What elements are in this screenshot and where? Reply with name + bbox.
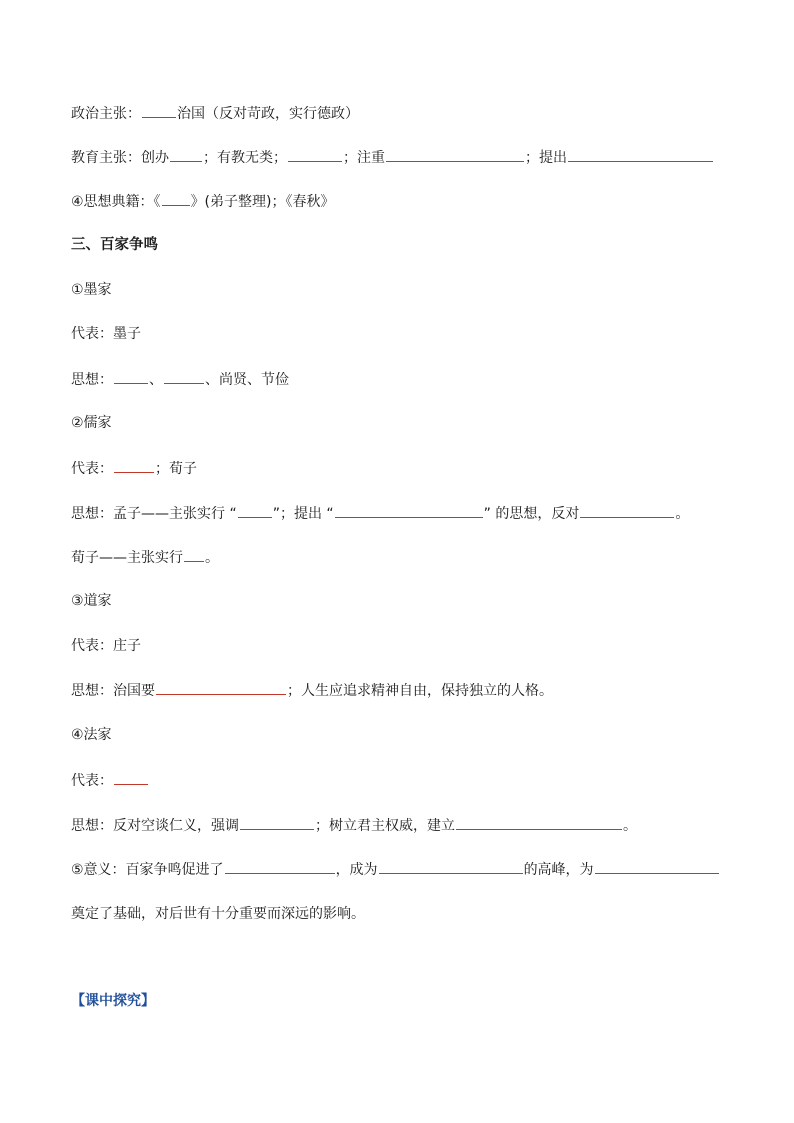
in-class-inquiry-heading — [71, 990, 155, 1012]
label-text: 荀子——主张实行 — [71, 550, 183, 566]
static-text: ；提出 — [525, 150, 567, 166]
label-text: ④思想典籍：《 — [71, 194, 161, 210]
static-text: ，成为 — [335, 862, 378, 878]
static-text: 、尚贤、节俭 — [205, 372, 289, 388]
blank-field[interactable] — [184, 546, 204, 562]
static-text: 代表：庄子 — [71, 638, 141, 654]
political-claim-line — [71, 102, 359, 124]
mohism-thought-line — [71, 368, 289, 390]
static-text: ；有教无类； — [203, 150, 287, 166]
section-tag-text: 【课中探究】 — [71, 993, 155, 1009]
static-text: 、 — [149, 372, 163, 388]
blank-field[interactable] — [114, 769, 148, 785]
blank-field[interactable] — [114, 457, 154, 473]
static-text: ”；提出 “ — [272, 506, 334, 522]
static-text: 。 — [623, 818, 637, 834]
label-text: 思想：孟子——主张实行 “ — [71, 506, 237, 522]
legalism-heading — [71, 724, 112, 746]
static-text: 代表：墨子 — [71, 326, 141, 342]
static-text: ” 的思想，反对 — [483, 506, 580, 522]
significance-line — [71, 858, 720, 880]
static-text: ；注重 — [343, 150, 385, 166]
blank-field[interactable] — [164, 368, 204, 384]
static-text: 的高峰，为 — [523, 862, 594, 878]
blank-field[interactable] — [386, 146, 524, 162]
static-text: 》(弟子整理)；《春秋》 — [190, 194, 335, 210]
label-text: 政治主张： — [71, 106, 141, 122]
blank-field[interactable] — [335, 502, 483, 518]
static-text: 。 — [205, 550, 219, 566]
confucianism-heading — [71, 412, 112, 434]
education-claim-line — [71, 146, 714, 168]
heading-text: 三、百家争鸣 — [71, 237, 158, 253]
static-text: ；荀子 — [155, 461, 197, 477]
label-text: 思想： — [71, 372, 113, 388]
static-text: 。 — [675, 506, 690, 522]
blank-field[interactable] — [288, 146, 342, 162]
static-text: 奠定了基础，对后世有十分重要而深远的影响。 — [71, 906, 365, 922]
subheading-text: ④法家 — [71, 727, 112, 743]
mohism-representative-line — [71, 323, 141, 345]
label-text: 思想：反对空谈仁义，强调 — [71, 818, 239, 834]
subheading-text: ③道家 — [71, 593, 112, 609]
blank-field[interactable] — [156, 679, 286, 695]
confucianism-thought-line — [71, 502, 689, 524]
label-text: 教育主张：创办 — [71, 150, 169, 166]
blank-field[interactable] — [568, 146, 713, 162]
confucianism-representative-line — [71, 457, 197, 479]
blank-field[interactable] — [240, 814, 314, 830]
static-text: ；树立君主权威，建立 — [315, 818, 455, 834]
mohism-heading — [71, 279, 112, 301]
static-text: 治国（反对苛政，实行德政） — [177, 106, 359, 122]
blank-field[interactable] — [114, 368, 148, 384]
xunzi-line — [71, 546, 219, 568]
legalism-representative-line — [71, 769, 149, 791]
subheading-text: ①墨家 — [71, 282, 112, 298]
blank-field[interactable] — [379, 858, 523, 874]
blank-field[interactable] — [142, 102, 176, 118]
blank-field[interactable] — [595, 858, 719, 874]
blank-field[interactable] — [456, 814, 622, 830]
blank-field[interactable] — [580, 502, 674, 518]
blank-field[interactable] — [170, 146, 202, 162]
blank-field[interactable] — [238, 502, 272, 518]
section-heading-hundred-schools — [71, 234, 158, 256]
blank-field[interactable] — [162, 190, 190, 206]
label-text: 代表： — [71, 461, 113, 477]
label-text: ⑤意义：百家争鸣促进了 — [71, 862, 224, 878]
significance-continued-line — [71, 903, 365, 925]
legalism-thought-line — [71, 814, 637, 836]
taoism-heading — [71, 590, 112, 612]
taoism-thought-line — [71, 679, 553, 701]
classics-line — [71, 190, 335, 212]
label-text: 思想：治国要 — [71, 683, 155, 699]
label-text: 代表： — [71, 773, 113, 789]
subheading-text: ②儒家 — [71, 415, 112, 431]
taoism-representative-line — [71, 635, 141, 657]
static-text: ；人生应追求精神自由，保持独立的人格。 — [287, 683, 553, 699]
blank-field[interactable] — [225, 858, 335, 874]
